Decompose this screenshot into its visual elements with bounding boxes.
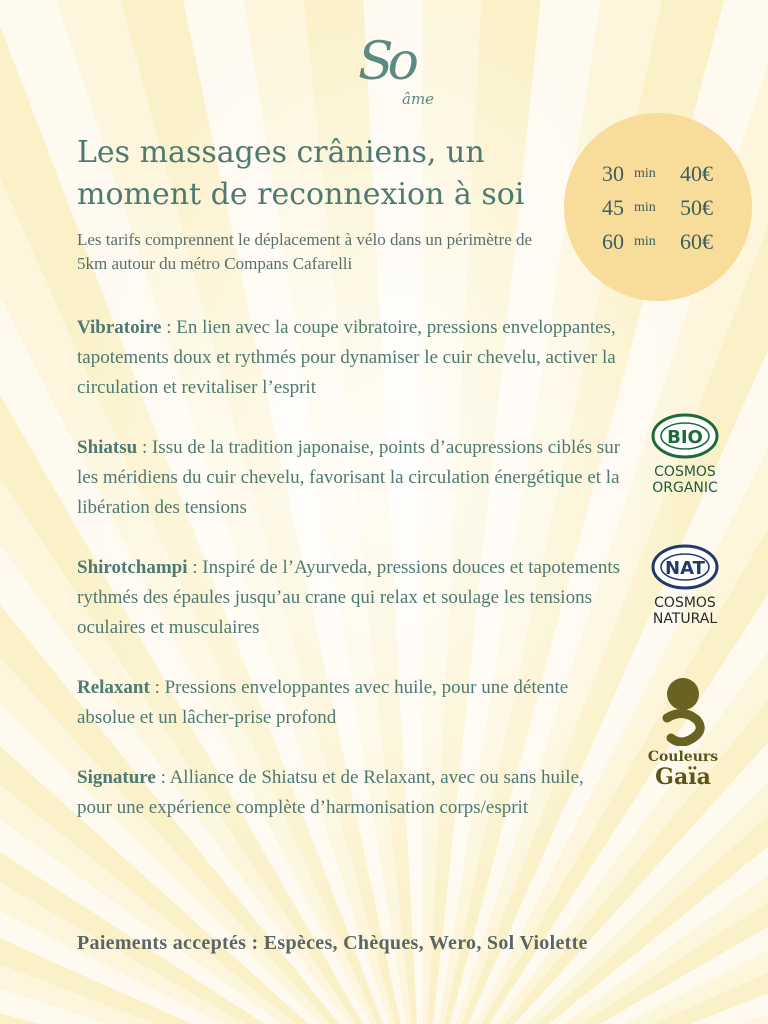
brand-logo — [350, 32, 450, 118]
service-name: Relaxant — [77, 677, 150, 698]
cosmos-natural-line2: NATURAL — [652, 611, 718, 627]
seal-bio-text: BIO — [667, 427, 703, 448]
cosmos-organic-line1: COSMOS — [654, 464, 716, 480]
service-item-signature — [77, 763, 622, 823]
service-name: Shirotchampi — [77, 557, 188, 578]
service-separator: : — [161, 317, 177, 338]
payment-methods: Paiements acceptés : Espèces, Chèques, Wero, Sol Violette — [77, 932, 588, 954]
cosmos-organic-badge — [645, 412, 725, 496]
logo-main-text: So — [358, 32, 413, 92]
service-name: Shiatsu — [77, 437, 138, 458]
price-duration: 30 — [602, 161, 624, 186]
price-amount: 40€ — [680, 161, 713, 186]
service-separator: : — [149, 677, 165, 698]
price-unit: min — [634, 234, 656, 249]
service-name: Signature — [77, 767, 156, 788]
gaia-line2: Gaïa — [655, 764, 711, 790]
price-row — [602, 229, 732, 259]
seal-nat-text: NAT — [665, 558, 705, 579]
price-unit: min — [634, 166, 656, 181]
price-unit: min — [634, 200, 656, 215]
page-subtitle: Les tarifs comprennent le déplacement à vélo dans un périmètre de 5km autour du métro Compans Cafarelli — [77, 230, 533, 273]
price-amount: 60€ — [680, 229, 713, 254]
couleurs-gaia-logo — [638, 676, 728, 789]
service-description: Pressions enveloppantes avec huile, pour une détente absolue et un lâcher-prise profond — [77, 677, 569, 728]
service-item-vibratoire — [77, 313, 622, 403]
services-list — [77, 313, 622, 853]
gaia-line1: Couleurs — [647, 749, 719, 765]
service-separator: : — [155, 767, 170, 788]
cosmebio-bio-seal-icon — [650, 412, 720, 460]
cosmos-natural-line1: COSMOS — [654, 595, 716, 611]
service-description: En lien avec la coupe vibratoire, pressions enveloppantes, tapotements doux et rythmés pour dynamiser le cuir chevelu, activer la circulation et revitaliser l’esprit — [77, 317, 616, 398]
service-name: Vibratoire — [77, 317, 162, 338]
service-separator: : — [137, 437, 152, 458]
service-description: Inspiré de l’Ayurveda, pressions douces et tapotements rythmés des épaules jusqu’au crane qui relax et soulage les tensions oculaires et musculaires — [77, 557, 621, 638]
cosmebio-nat-seal-icon — [650, 543, 720, 591]
service-item-shirotchampi — [77, 553, 622, 643]
page-title: Les massages crâniens, un moment de reconnexion à soi — [77, 135, 525, 212]
price-row — [602, 161, 732, 191]
logo-sub-text: âme — [402, 90, 435, 108]
price-duration: 60 — [602, 229, 624, 254]
gaia-emblem-icon — [653, 676, 713, 746]
price-duration: 45 — [602, 195, 624, 220]
cosmos-organic-line2: ORGANIC — [652, 480, 718, 496]
service-description: Issu de la tradition japonaise, points d’acupressions ciblés sur les méridiens du cuir chevelu, favorisant la circulation énergétique et la libération des tensions — [77, 437, 621, 518]
service-description: Alliance de Shiatsu et de Relaxant, avec ou sans huile, pour une expérience complète d’harmonisation corps/esprit — [77, 767, 584, 818]
service-separator: : — [187, 557, 203, 578]
cosmos-natural-badge — [645, 543, 725, 627]
price-amount: 50€ — [680, 195, 713, 220]
service-item-shiatsu — [77, 433, 622, 523]
price-row — [602, 195, 732, 225]
price-circle — [564, 113, 752, 301]
service-item-relaxant — [77, 673, 622, 733]
